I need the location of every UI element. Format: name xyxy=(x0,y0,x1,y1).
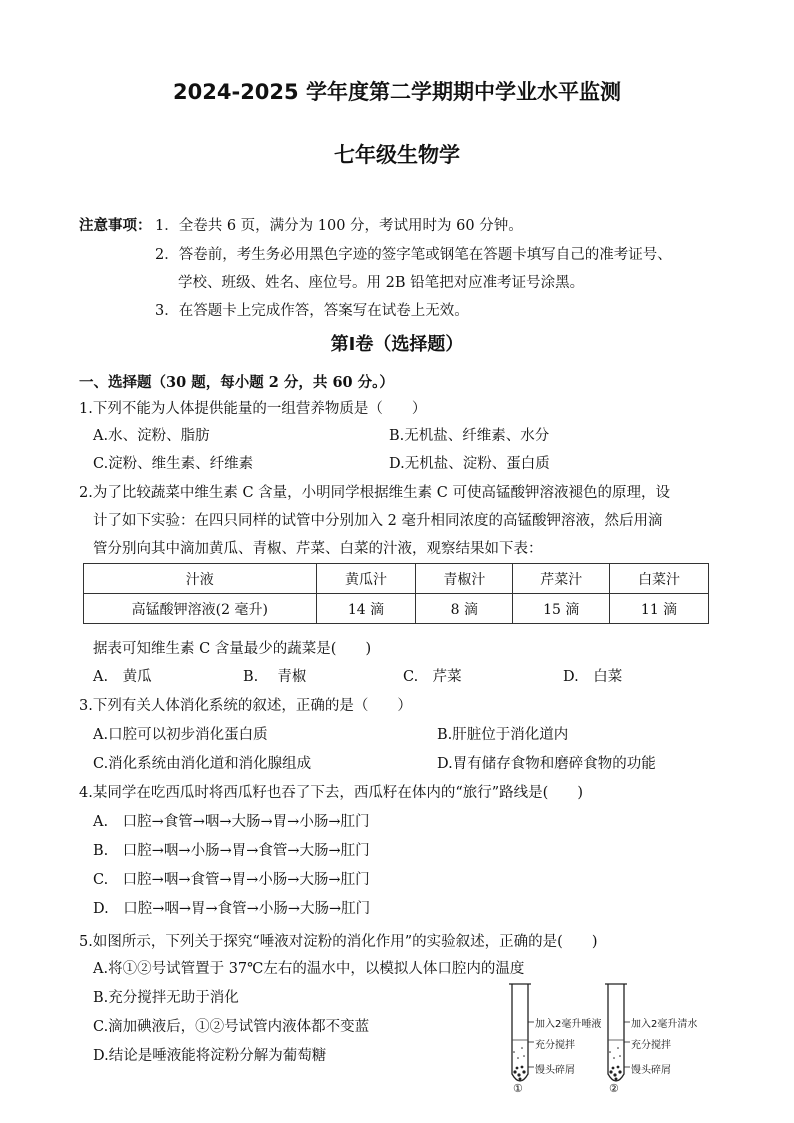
table-header-cell: 芹菜汁 xyxy=(513,564,610,594)
q1-option-a: A.水、淀粉、脂肪 xyxy=(93,428,210,444)
table-header-cell: 白菜汁 xyxy=(610,564,709,594)
test-tube-2 xyxy=(605,984,630,1081)
q2-stem-line3: 管分别向其中滴加黄瓜、青椒、芹菜、白菜的汁液，观察结果如下表： xyxy=(93,541,543,557)
q5-stem: 5.如图所示，下列关于探究“唾液对淀粉的消化作用”的实验叙述，正确的是( ) xyxy=(79,934,598,950)
table-header-cell: 汁液 xyxy=(84,564,317,594)
table-cell: 11 滴 xyxy=(610,594,709,624)
q5-option-a: A.将①②号试管置于 37℃左右的温水中，以模拟人体口腔内的温度 xyxy=(93,961,525,977)
note-item-2-cont: 学校、班级、姓名、座位号。用 2B 铅笔把对应准考证号涂黑。 xyxy=(178,275,585,291)
table-header-cell: 黄瓜汁 xyxy=(316,564,416,594)
note-item-1: 1．全卷共 6 页，满分为 100 分，考试用时为 60 分钟。 xyxy=(155,218,523,234)
q2-option-a: A. 黄瓜 xyxy=(93,669,152,685)
q5-option-b: B.充分搅拌无助于消化 xyxy=(93,990,239,1006)
q3-option-d: D.胃有储存食物和磨碎食物的功能 xyxy=(437,756,656,772)
exam-title: 2024-2025 学年度第二学期期中学业水平监测 xyxy=(173,80,621,104)
table-cell: 8 滴 xyxy=(416,594,513,624)
tube2-label-stir: 充分搅拌 xyxy=(631,1040,671,1051)
q2-option-b: B. 青椒 xyxy=(243,669,307,685)
q3-option-a: A.口腔可以初步消化蛋白质 xyxy=(93,727,268,743)
note-item-2: 2．答卷前，考生务必用黑色字迹的签字笔或钢笔在答题卡填写自己的准考证号、 xyxy=(155,247,672,263)
tube1-label-stir: 充分搅拌 xyxy=(535,1040,575,1051)
exam-subtitle: 七年级生物学 xyxy=(334,143,460,167)
test-tube-1 xyxy=(509,984,534,1081)
q2-option-d: D. 白菜 xyxy=(563,669,623,685)
q1-option-c: C.淀粉、维生素、纤维素 xyxy=(93,456,254,472)
q3-stem: 3.下列有关人体消化系统的叙述，正确的是（ ） xyxy=(79,698,412,714)
tube2-label-water: 加入2毫升清水 xyxy=(631,1019,698,1030)
table-row xyxy=(84,594,709,624)
q4-option-d: D. 口腔→咽→胃→食管→小肠→大肠→肛门 xyxy=(93,901,371,917)
q4-option-a: A. 口腔→食管→咽→大肠→胃→小肠→肛门 xyxy=(93,814,370,830)
q1-option-d: D.无机盐、淀粉、蛋白质 xyxy=(389,456,550,472)
q3-option-b: B.肝脏位于消化道内 xyxy=(437,727,569,743)
table-cell: 高锰酸钾溶液(2 毫升) xyxy=(84,594,317,624)
tube1-label-saliva: 加入2毫升唾液 xyxy=(535,1019,602,1030)
table-cell: 15 滴 xyxy=(513,594,610,624)
tube2-label-bread: 馒头碎屑 xyxy=(631,1065,671,1076)
tube1-number: ① xyxy=(513,1082,523,1095)
tube1-label-bread: 馒头碎屑 xyxy=(535,1065,575,1076)
q2-stem-line2: 计了如下实验：在四只同样的试管中分别加入 2 毫升相同浓度的高锰酸钾溶液，然后用滴 xyxy=(93,513,663,529)
q2-stem-line1: 2.为了比较蔬菜中维生素 C 含量，小明同学根据维生素 C 可使高锰酸钾溶液褪色的原理，设 xyxy=(79,485,670,501)
q4-option-c: C. 口腔→咽→食管→胃→小肠→大肠→肛门 xyxy=(93,872,370,888)
q4-option-b: B. 口腔→咽→小肠→胃→食管→大肠→肛门 xyxy=(93,843,370,859)
q1-stem: 1.下列不能为人体提供能量的一组营养物质是（ ） xyxy=(79,401,427,417)
table-header-cell: 青椒汁 xyxy=(416,564,513,594)
part1-title: 一、选择题（30 题，每小题 2 分，共 60 分。） xyxy=(79,374,394,391)
q5-option-d: D.结论是唾液能将淀粉分解为葡萄糖 xyxy=(93,1048,327,1064)
q3-option-c: C.消化系统由消化道和消化腺组成 xyxy=(93,756,312,772)
q4-stem: 4.某同学在吃西瓜时将西瓜籽也吞了下去，西瓜籽在体内的“旅行”路线是( ) xyxy=(79,785,583,801)
notes-label: 注意事项： xyxy=(79,217,152,234)
section-title: 第Ⅰ卷（选择题） xyxy=(330,334,464,355)
table-cell: 14 滴 xyxy=(316,594,416,624)
note-item-3: 3．在答题卡上完成作答，答案写在试卷上无效。 xyxy=(155,303,469,319)
table-header-row xyxy=(84,564,709,594)
juice-table xyxy=(83,563,709,624)
tube2-number: ② xyxy=(609,1082,619,1095)
q1-option-b: B.无机盐、纤维素、水分 xyxy=(389,428,550,444)
q2-option-c: C. 芹菜 xyxy=(403,669,462,685)
q2-question: 据表可知维生素 C 含量最少的蔬菜是( ) xyxy=(93,641,372,657)
q5-option-c: C.滴加碘液后，①②号试管内液体都不变蓝 xyxy=(93,1019,370,1035)
